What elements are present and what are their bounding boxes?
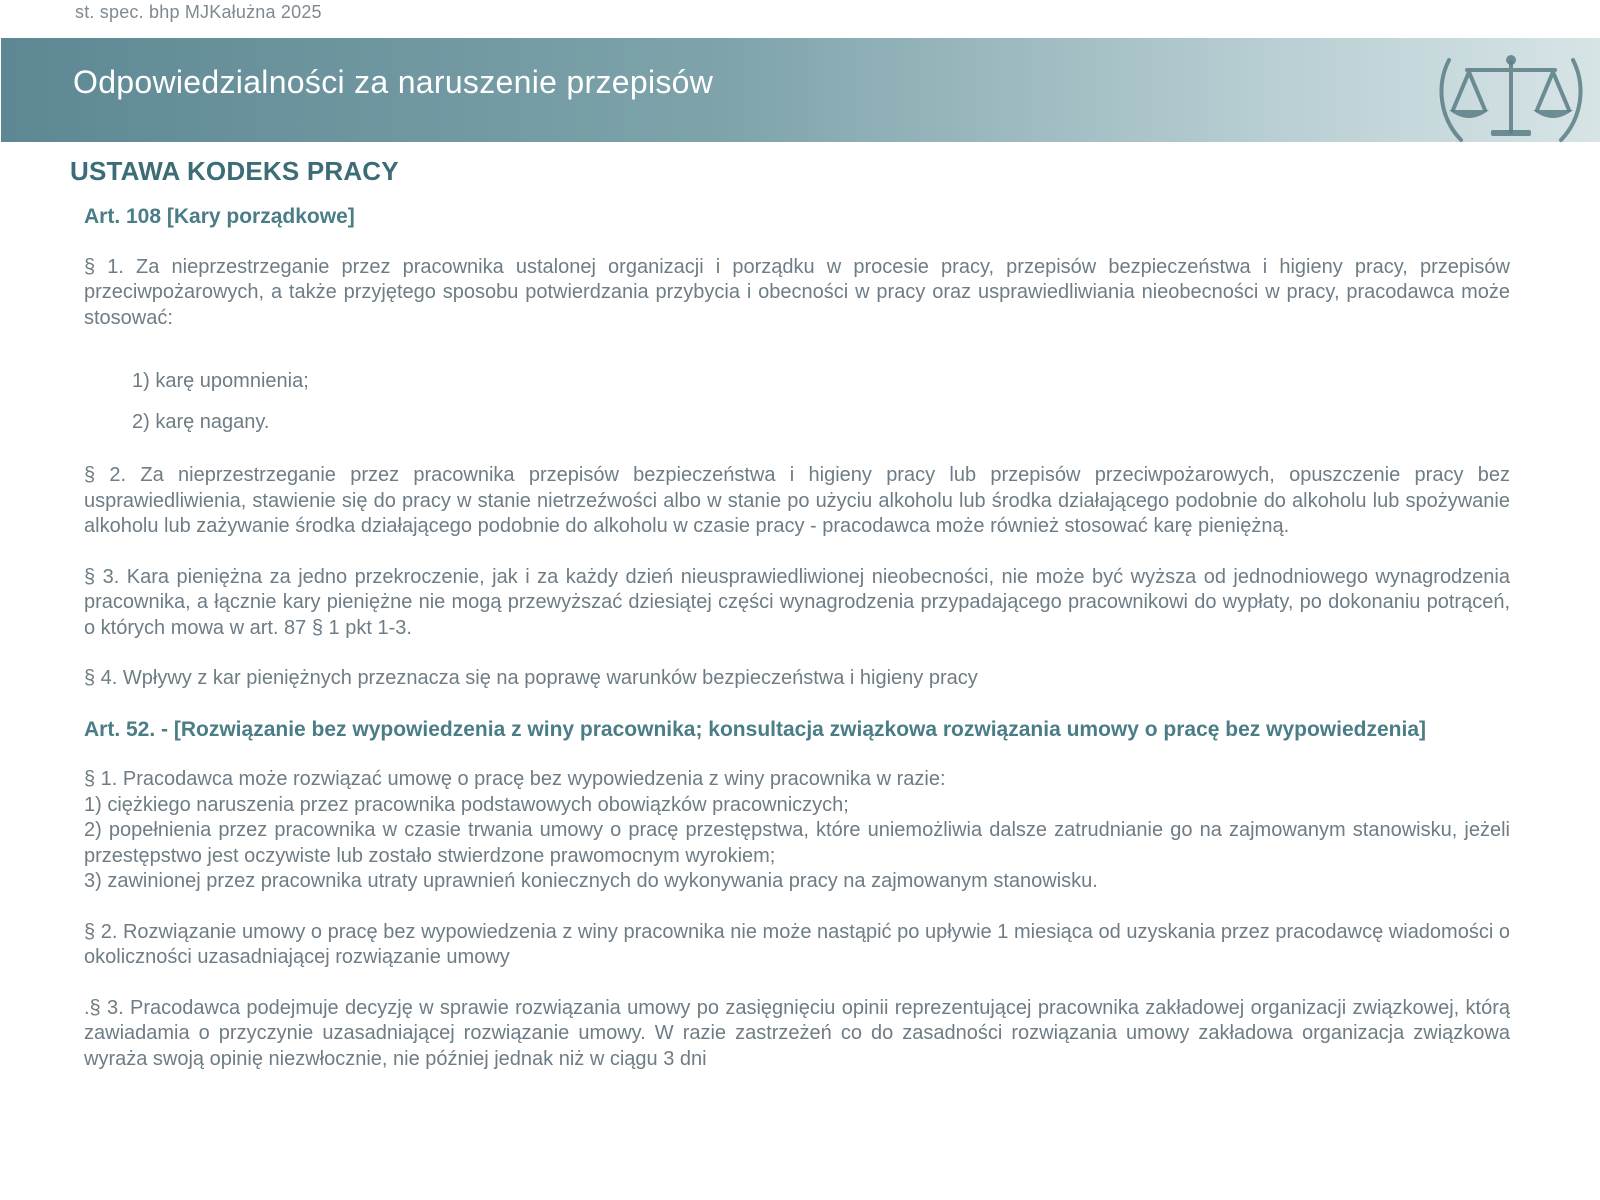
document-body bbox=[70, 152, 1510, 1072]
document-heading: USTAWA KODEKS PRACY bbox=[70, 156, 399, 186]
article-52-paragraph-1-intro: § 1. Pracodawca może rozwiązać umowę o pracę bez wypowiedzenia z winy pracownika w razie: bbox=[84, 768, 946, 790]
article-108-title: Art. 108 [Kary porządkowe] bbox=[84, 205, 355, 228]
article-52-paragraph-1-item-3: 3) zawinionej przez pracownika utraty uprawnień koniecznych do wykonywania pracy na zajmowanym stanowisku. bbox=[84, 870, 1098, 892]
article-52-paragraph-1-item-2: 2) popełnienia przez pracownika w czasie trwania umowy o pracę przestępstwa, które uniemożliwia dalsze zatrudnianie go na zajmowanym stanowisku, jeżeli przestępstwo jest oczywiste lub zostało stwierdzone prawomocnym wyrokiem; bbox=[84, 819, 1510, 867]
scales-of-justice-icon bbox=[1431, 40, 1591, 160]
penalty-list-item-1: 1) karę upomnienia; bbox=[132, 370, 309, 392]
article-108-paragraph-4: § 4. Wpływy z kar pieniężnych przeznacza się na poprawę warunków bezpieczeństwa i higieny pracy bbox=[84, 667, 978, 689]
article-108-paragraph-1: § 1. Za nieprzestrzeganie przez pracownika ustalonej organizacji i porządku w procesie pracy, przepisów bezpieczeństwa i higieny pracy, przepisów przeciwpożarowych, a także przyjętego sposobu potwierdzania przybycia i obecności w pracy oraz usprawiedliwiania nieobecności w pracy, pracodawca może stosować: bbox=[84, 255, 1510, 329]
article-52-paragraph-2: § 2. Rozwiązanie umowy o pracę bez wypowiedzenia z winy pracownika nie może nastąpić po upływie 1 miesiąca od uzyskania przez pracodawcę wiadomości o okoliczności uzasadniającej rozwiązanie umowy bbox=[84, 920, 1510, 968]
penalty-list-item-2: 2) karę nagany. bbox=[132, 410, 270, 433]
article-108-paragraph-2: § 2. Za nieprzestrzeganie przez pracownika przepisów bezpieczeństwa i higieny pracy lub przepisów przeciwpożarowych, opuszczenie pracy bez usprawiedliwienia, stawienie się do pracy w stanie nietrzeźwości albo w stanie po użyciu alkoholu lub środka działającego podobnie do alkoholu lub spożywanie alkoholu lub zażywanie środka działającego podobnie do alkoholu w czasie pracy - pracodawca może również stosować karę pieniężną. bbox=[84, 464, 1510, 537]
slide-title: Odpowiedzialności za naruszenie przepisów bbox=[73, 64, 714, 100]
article-52-title: Art. 52. - [Rozwiązanie bez wypowiedzenia z winy pracownika; konsultacja związkowa rozwiązania umowy o pracę bez wypowiedzenia] bbox=[84, 717, 1426, 741]
article-52-paragraph-3: .§ 3. Pracodawca podejmuje decyzję w sprawie rozwiązania umowy po zasięgnięciu opinii reprezentującej pracownika zakładowej organizacji związkowej, którą zawiadamia o przyczynie uzasadniającej rozwiązanie umowy. W razie zastrzeżeń co do zasadności rozwiązania umowy zakładowa organizacja związkowa wyraża swoją opinię niezwłocznie, nie później jednak niż w ciągu 3 dni bbox=[84, 996, 1510, 1070]
author-footer-text: st. spec. bhp MJKałużna 2025 bbox=[75, 2, 322, 22]
article-52-paragraph-1-item-1: 1) ciężkiego naruszenia przez pracownika podstawowych obowiązków pracowniczych; bbox=[84, 793, 849, 816]
title-banner bbox=[1, 38, 1600, 142]
article-108-paragraph-3: § 3. Kara pieniężna za jedno przekroczenie, jak i za każdy dzień nieusprawiedliwionej nieobecności, nie może być wyższa od jednodniowego wynagrodzenia pracownika, a łącznie kary pieniężne nie mogą przewyższać dziesiątej części wynagrodzenia przypadającego pracownikowi do wypłaty, po dokonaniu potrąceń, o których mowa w art. 87 § 1 pkt 1-3. bbox=[84, 565, 1510, 639]
